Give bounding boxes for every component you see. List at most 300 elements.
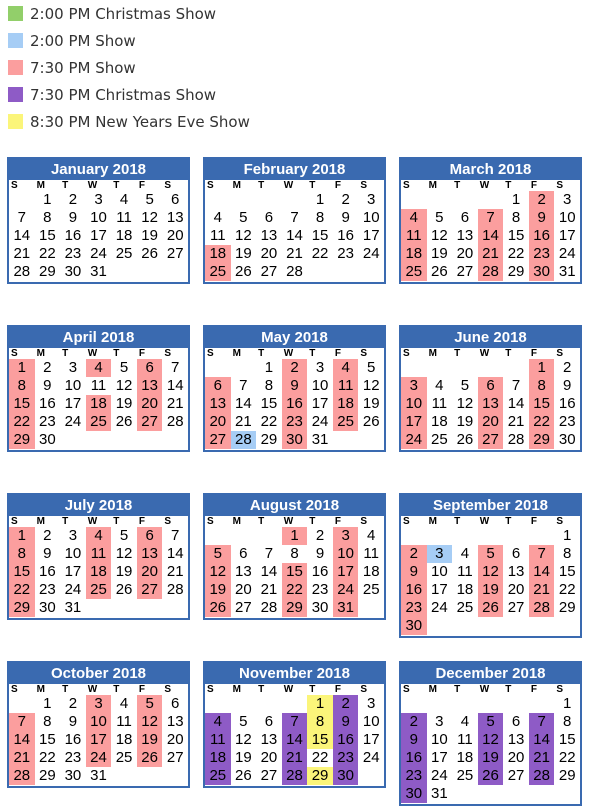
legend — [4, 0, 594, 135]
calendar-day: 6 — [511, 545, 521, 562]
calendar-day: 13 — [507, 731, 525, 748]
weekday-initial: S — [556, 684, 564, 695]
show-day: 8 — [307, 713, 333, 731]
show-day: 5 — [205, 545, 231, 563]
show-day: 4 — [86, 527, 112, 545]
calendar-day: 28 — [166, 581, 184, 598]
show-day: 13 — [137, 377, 163, 395]
show-day: 22 — [529, 413, 555, 431]
weekday-initial: T — [454, 684, 461, 695]
calendar-day: 10 — [431, 731, 448, 748]
calendar-day: 6 — [264, 713, 274, 730]
calendar-day: 28 — [507, 431, 525, 448]
calendar-day: 7 — [171, 527, 180, 544]
show-day: 3 — [401, 377, 427, 395]
calendar-day: 25 — [115, 749, 133, 766]
calendar-day: 16 — [64, 731, 82, 748]
calendar-day: 25 — [431, 431, 448, 448]
legend-label: 2:00 PM Show — [30, 31, 136, 50]
calendar-day: 13 — [166, 209, 184, 226]
calendar-day: 16 — [337, 227, 354, 244]
calendar-day: 3 — [563, 191, 572, 208]
month-calendar-march-2018 — [399, 157, 582, 284]
calendar-day: 3 — [435, 713, 444, 730]
calendar-day: 7 — [17, 209, 26, 226]
calendar-day: 10 — [311, 377, 329, 394]
calendar-day: 1 — [43, 695, 52, 712]
show-day: 3 — [86, 695, 112, 713]
weekday-initial: W — [283, 684, 294, 695]
legend-swatch — [8, 114, 23, 129]
calendar-day: 3 — [68, 527, 78, 544]
calendar-day: 12 — [235, 227, 252, 244]
empty-cell — [452, 527, 478, 545]
calendar-day: 20 — [166, 731, 184, 748]
month-title: January 2018 — [9, 159, 188, 180]
calendar-day: 22 — [260, 413, 278, 430]
weekday-initial: W — [87, 180, 98, 191]
calendar-day: 2 — [341, 191, 350, 208]
calendar-day: 3 — [94, 191, 103, 208]
show-day: 18 — [333, 395, 359, 413]
show-day: 4 — [401, 209, 427, 227]
show-day: 15 — [307, 731, 333, 749]
calendar-day: 31 — [311, 431, 329, 448]
calendar-day: 20 — [456, 245, 474, 262]
show-day: 13 — [137, 545, 163, 563]
show-day: 2 — [529, 191, 555, 209]
calendar-day: 7 — [171, 359, 180, 376]
calendar-day: 24 — [64, 413, 82, 430]
weekday-initial: S — [360, 516, 368, 527]
calendar-day: 19 — [362, 395, 380, 412]
calendar-day: 4 — [119, 695, 129, 712]
legend-label: 7:30 PM Show — [30, 58, 136, 77]
calendar-day: 2 — [43, 359, 52, 376]
legend-label: 7:30 PM Christmas Show — [30, 85, 217, 104]
show-day: 6 — [137, 527, 163, 545]
empty-cell — [478, 695, 504, 713]
calendar-day: 27 — [235, 599, 252, 616]
calendar-day: 17 — [90, 227, 107, 244]
calendar-day: 27 — [260, 767, 278, 784]
show-day: 28 — [478, 263, 504, 281]
weekday-initial: S — [360, 348, 368, 359]
weekday-initial: T — [62, 684, 69, 695]
empty-cell — [478, 527, 504, 545]
calendar-day: 24 — [362, 749, 380, 766]
weekday-initial: M — [36, 180, 45, 191]
calendar-day: 4 — [367, 527, 376, 544]
legend-swatch — [8, 6, 23, 21]
show-day: 30 — [401, 617, 427, 635]
calendar-day: 13 — [166, 713, 184, 730]
month-calendar-september-2018 — [399, 493, 582, 638]
legend-item — [4, 54, 594, 81]
calendar-day: 1 — [563, 527, 572, 544]
calendar-day: 6 — [511, 713, 521, 730]
calendar-day: 22 — [507, 245, 525, 262]
empty-cell — [282, 695, 308, 713]
calendar-day: 26 — [235, 767, 252, 784]
weekday-initial: T — [258, 348, 265, 359]
calendar-day: 4 — [213, 209, 222, 226]
day-grid — [9, 191, 188, 282]
calendar-day: 16 — [39, 563, 56, 580]
weekday-initial: S — [11, 684, 18, 695]
calendar-day: 8 — [43, 209, 52, 226]
weekday-initial: W — [283, 348, 294, 359]
calendar-day: 4 — [460, 545, 470, 562]
weekday-initial: S — [556, 348, 564, 359]
calendar-day: 15 — [39, 227, 56, 244]
show-day: 25 — [205, 263, 231, 281]
legend-item — [4, 108, 594, 135]
weekday-initial: S — [360, 684, 368, 695]
weekday-initial: F — [334, 180, 341, 191]
calendar-day: 18 — [362, 563, 380, 580]
calendar-day: 9 — [43, 377, 52, 394]
calendar-day: 5 — [239, 209, 248, 226]
show-day: 18 — [401, 245, 427, 263]
calendar-day: 1 — [315, 191, 325, 208]
calendar-day: 7 — [264, 545, 274, 562]
calendar-day: 19 — [235, 749, 252, 766]
calendar-day: 20 — [507, 581, 525, 598]
calendar-day: 2 — [563, 359, 572, 376]
calendar-day: 15 — [311, 227, 329, 244]
calendar-day: 15 — [558, 731, 576, 748]
calendar-day: 24 — [431, 599, 448, 616]
show-day: 1 — [529, 359, 555, 377]
show-day: 14 — [529, 731, 555, 749]
weekday-initial: T — [505, 516, 512, 527]
weekday-initial: M — [232, 348, 241, 359]
empty-cell — [231, 191, 257, 209]
calendar-day: 31 — [90, 263, 107, 280]
show-day: 18 — [205, 749, 231, 767]
empty-cell — [282, 191, 308, 209]
legend-label: 8:30 PM New Years Eve Show — [30, 112, 250, 131]
empty-cell — [503, 695, 529, 713]
calendar-day: 8 — [43, 713, 52, 730]
weekday-initial: T — [454, 180, 461, 191]
show-day: 7 — [529, 545, 555, 563]
show-day: 7 — [478, 209, 504, 227]
calendar-day: 12 — [115, 545, 133, 562]
calendar-day: 13 — [235, 563, 252, 580]
show-day: 28 — [529, 599, 555, 617]
empty-cell — [529, 695, 555, 713]
show-day: 23 — [333, 749, 359, 767]
calendar-day: 21 — [286, 245, 303, 262]
calendar-day: 27 — [166, 749, 184, 766]
show-day: 15 — [9, 395, 35, 413]
calendar-day: 16 — [39, 395, 56, 412]
show-day: 21 — [529, 581, 555, 599]
calendar-day: 3 — [315, 359, 325, 376]
calendar-day: 1 — [43, 191, 52, 208]
calendar-day: 13 — [260, 731, 278, 748]
show-day: 20 — [478, 413, 504, 431]
calendar-day: 20 — [260, 245, 278, 262]
calendar-day: 20 — [260, 749, 278, 766]
empty-cell — [205, 527, 231, 545]
calendar-day: 7 — [239, 377, 248, 394]
show-day: 16 — [333, 731, 359, 749]
calendar-day: 11 — [90, 377, 107, 394]
weekday-initial: F — [138, 516, 145, 527]
day-grid — [401, 191, 580, 282]
show-day: 5 — [478, 545, 504, 563]
show-day: 2 — [282, 359, 308, 377]
show-day: 1 — [307, 695, 333, 713]
weekday-header — [9, 684, 188, 695]
show-day: 6 — [478, 377, 504, 395]
calendar-day: 14 — [166, 545, 184, 562]
show-day: 28 — [231, 431, 257, 449]
calendar-day: 23 — [39, 413, 56, 430]
show-day: 25 — [86, 413, 112, 431]
calendar-day: 11 — [457, 563, 473, 580]
calendar-day: 5 — [119, 527, 129, 544]
show-day: 21 — [529, 749, 555, 767]
weekday-initial: M — [232, 516, 241, 527]
weekday-initial: W — [479, 348, 490, 359]
show-day: 20 — [137, 395, 163, 413]
show-day: 14 — [529, 563, 555, 581]
calendar-day: 29 — [260, 431, 278, 448]
empty-cell — [401, 191, 427, 209]
calendar-day: 6 — [264, 209, 274, 226]
weekday-initial: S — [11, 180, 18, 191]
calendar-day: 21 — [13, 245, 31, 262]
weekday-initial: S — [164, 348, 172, 359]
weekday-initial: S — [403, 180, 410, 191]
calendar-day: 22 — [39, 749, 56, 766]
weekday-initial: S — [403, 684, 410, 695]
day-grid — [9, 359, 188, 450]
weekday-initial: T — [258, 684, 265, 695]
calendar-day: 19 — [115, 395, 133, 412]
calendar-day: 5 — [145, 191, 154, 208]
weekday-initial: S — [164, 516, 172, 527]
show-day: 20 — [137, 563, 163, 581]
show-day: 23 — [401, 599, 427, 617]
calendar-day: 13 — [456, 227, 474, 244]
weekday-initial: W — [479, 684, 490, 695]
show-day: 15 — [9, 563, 35, 581]
weekday-initial: T — [258, 516, 265, 527]
show-day: 16 — [282, 395, 308, 413]
weekday-initial: T — [113, 516, 120, 527]
show-day: 24 — [333, 581, 359, 599]
month-calendar-november-2018 — [203, 661, 386, 788]
calendar-day: 2 — [43, 527, 52, 544]
show-day: 15 — [529, 395, 555, 413]
calendar-day: 26 — [431, 263, 448, 280]
show-day: 4 — [86, 359, 112, 377]
show-day: 1 — [9, 359, 35, 377]
calendar-day: 25 — [456, 599, 474, 616]
weekday-initial: W — [87, 348, 98, 359]
show-day: 2 — [333, 695, 359, 713]
day-grid — [205, 695, 384, 786]
empty-cell — [256, 527, 282, 545]
weekday-initial: M — [428, 348, 437, 359]
show-day: 21 — [9, 749, 35, 767]
calendar-day: 30 — [64, 767, 82, 784]
show-day: 11 — [401, 227, 427, 245]
calendar-day: 18 — [431, 413, 448, 430]
empty-cell — [452, 695, 478, 713]
month-title: November 2018 — [205, 663, 384, 684]
empty-cell — [452, 359, 478, 377]
show-day: 5 — [137, 695, 163, 713]
legend-swatch — [8, 60, 23, 75]
weekday-initial: S — [207, 684, 214, 695]
weekday-initial: M — [428, 180, 437, 191]
show-day: 26 — [478, 599, 504, 617]
weekday-initial: F — [530, 684, 537, 695]
show-day: 7 — [529, 713, 555, 731]
calendar-day: 27 — [507, 599, 525, 616]
day-grid — [401, 359, 580, 450]
show-day: 1 — [9, 527, 35, 545]
show-day: 16 — [401, 749, 427, 767]
calendar-day: 10 — [362, 713, 380, 730]
calendar-day: 6 — [460, 209, 470, 226]
calendar-day: 28 — [260, 599, 278, 616]
weekday-initial: M — [428, 684, 437, 695]
show-day: 27 — [205, 431, 231, 449]
calendar-day: 25 — [456, 767, 474, 784]
calendar-day: 3 — [367, 695, 376, 712]
legend-swatch — [8, 33, 23, 48]
calendar-day: 16 — [311, 563, 329, 580]
calendar-day: 23 — [337, 245, 354, 262]
weekday-header — [9, 180, 188, 191]
calendar-day: 11 — [431, 395, 448, 412]
month-title: April 2018 — [9, 327, 188, 348]
month-title: March 2018 — [401, 159, 580, 180]
calendar-day: 7 — [290, 209, 299, 226]
calendar-day: 18 — [456, 581, 474, 598]
weekday-initial: S — [164, 180, 172, 191]
weekday-initial: S — [164, 684, 172, 695]
calendar-day: 13 — [507, 563, 525, 580]
weekday-initial: T — [505, 684, 512, 695]
show-day: 9 — [282, 377, 308, 395]
calendar-day: 29 — [39, 767, 56, 784]
empty-cell — [256, 191, 282, 209]
weekday-initial: S — [11, 516, 18, 527]
weekday-initial: M — [36, 684, 45, 695]
calendar-day: 27 — [456, 263, 474, 280]
calendar-day: 26 — [235, 263, 252, 280]
calendar-day: 28 — [166, 413, 184, 430]
show-day: 11 — [205, 731, 231, 749]
calendar-day: 25 — [115, 245, 133, 262]
calendar-day: 15 — [507, 227, 525, 244]
calendar-day: 9 — [43, 545, 52, 562]
calendar-day: 21 — [507, 413, 525, 430]
weekday-initial: F — [530, 348, 537, 359]
calendar-day: 16 — [558, 395, 576, 412]
calendar-day: 20 — [235, 581, 252, 598]
show-day: 9 — [333, 713, 359, 731]
weekday-initial: S — [207, 348, 214, 359]
calendar-day: 10 — [64, 377, 82, 394]
show-day: 29 — [9, 599, 35, 617]
calendar-day: 9 — [315, 545, 325, 562]
calendar-day: 14 — [13, 227, 31, 244]
show-day: 11 — [86, 545, 112, 563]
weekday-initial: M — [36, 516, 45, 527]
show-day: 18 — [205, 245, 231, 263]
calendar-day: 17 — [431, 581, 448, 598]
empty-cell — [478, 191, 504, 209]
calendar-day: 4 — [460, 713, 470, 730]
empty-cell — [401, 359, 427, 377]
weekday-header — [401, 180, 580, 191]
weekday-initial: F — [334, 516, 341, 527]
weekday-initial: T — [113, 684, 120, 695]
month-calendar-january-2018 — [7, 157, 190, 284]
weekday-initial: W — [283, 516, 294, 527]
weekday-initial: F — [530, 516, 537, 527]
weekday-initial: F — [138, 348, 145, 359]
calendar-day: 8 — [264, 377, 274, 394]
calendar-day: 9 — [341, 209, 350, 226]
month-title: August 2018 — [205, 495, 384, 516]
calendar-day: 5 — [435, 209, 444, 226]
calendar-day: 21 — [166, 395, 184, 412]
show-day: 7 — [9, 713, 35, 731]
calendar-day: 22 — [558, 749, 576, 766]
show-day: 16 — [401, 581, 427, 599]
show-day: 4 — [333, 359, 359, 377]
calendar-day: 30 — [311, 599, 329, 616]
month-calendar-february-2018 — [203, 157, 386, 284]
weekday-initial: S — [556, 516, 564, 527]
show-day: 9 — [401, 563, 427, 581]
show-day: 19 — [478, 581, 504, 599]
calendar-day: 26 — [115, 581, 133, 598]
calendar-day: 8 — [563, 713, 572, 730]
show-day: 16 — [529, 227, 555, 245]
show-day: 13 — [205, 395, 231, 413]
empty-cell — [503, 359, 529, 377]
calendar-day: 21 — [166, 563, 184, 580]
calendar-day: 8 — [511, 209, 521, 226]
empty-cell — [427, 527, 453, 545]
calendar-day: 13 — [260, 227, 278, 244]
month-calendar-december-2018 — [399, 661, 582, 806]
calendar-day: 3 — [367, 191, 376, 208]
calendar-day: 19 — [235, 245, 252, 262]
show-day: 28 — [9, 767, 35, 785]
calendar-day: 6 — [239, 545, 248, 562]
empty-cell — [503, 527, 529, 545]
show-day: 24 — [401, 431, 427, 449]
calendar-day: 10 — [558, 209, 576, 226]
calendar-day: 1 — [511, 191, 521, 208]
calendar-day: 17 — [64, 395, 82, 412]
show-day: 14 — [9, 731, 35, 749]
calendar-day: 22 — [311, 749, 329, 766]
calendar-day: 2 — [315, 527, 325, 544]
